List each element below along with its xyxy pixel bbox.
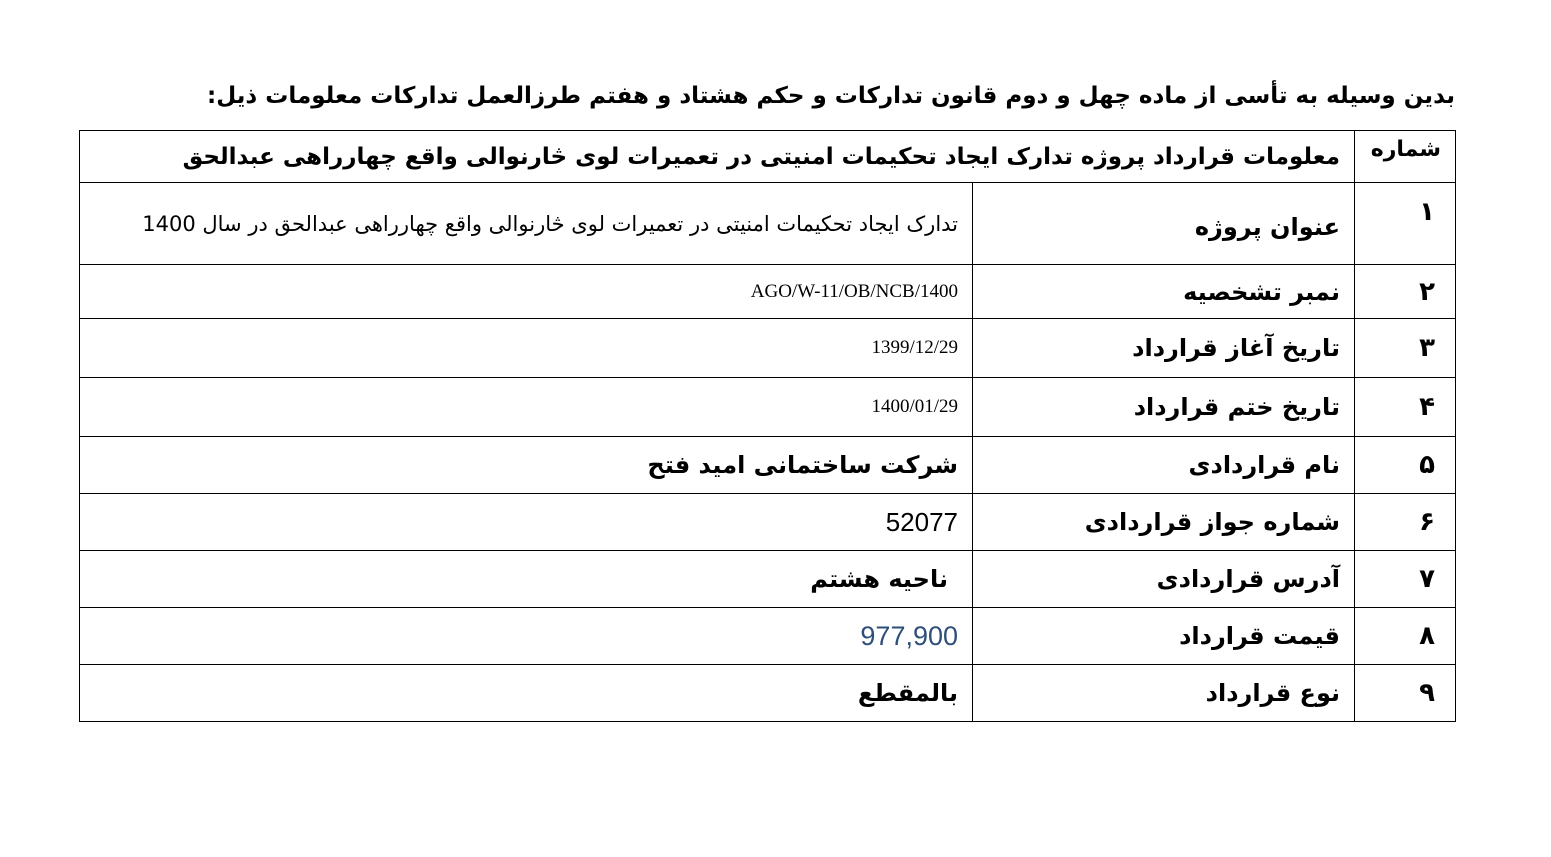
table-row <box>80 665 1456 722</box>
row-number: ۴ <box>1355 378 1456 437</box>
table-row <box>80 319 1456 378</box>
contract-info-table <box>79 130 1456 722</box>
table-row <box>80 608 1456 665</box>
row-number: ۵ <box>1355 437 1456 494</box>
row-value: 52077 <box>80 494 973 551</box>
row-label: آدرس قراردادی <box>973 551 1355 608</box>
row-label: نوع قرارداد <box>973 665 1355 722</box>
table-row <box>80 494 1456 551</box>
row-value: شرکت ساختمانی امید فتح <box>80 437 973 494</box>
row-number: ۲ <box>1355 265 1456 319</box>
row-label: نمبر تشخصیه <box>973 265 1355 319</box>
row-value: AGO/W-11/OB/NCB/1400 <box>80 265 973 319</box>
row-value: تدارک ایجاد تحکیمات امنیتی در تعمیرات لوی څارنوالی واقع چهارراهی عبدالحق در سال 1400 <box>80 183 973 265</box>
row-number: ۹ <box>1355 665 1456 722</box>
table-row <box>80 551 1456 608</box>
row-number: ۶ <box>1355 494 1456 551</box>
row-number: ۱ <box>1355 183 1456 265</box>
row-value: 1400/01/29 <box>80 378 973 437</box>
row-number: ۳ <box>1355 319 1456 378</box>
row-label: تاریخ آغاز قرارداد <box>973 319 1355 378</box>
header-number: شماره <box>1355 131 1456 183</box>
table-header-row <box>80 131 1456 183</box>
table-row <box>80 437 1456 494</box>
row-label: شماره جواز قراردادی <box>973 494 1355 551</box>
table-row <box>80 183 1456 265</box>
header-title: معلومات قرارداد پروژه تدارک ایجاد تحکیمات امنیتی در تعمیرات لوی څارنوالی واقع چهارراهی عبدالحق <box>80 131 1355 183</box>
table-row <box>80 378 1456 437</box>
intro-paragraph: بدین وسیله به تأسی از ماده چهل و دوم قانون تدارکات و حکم هشتاد و هفتم طرزالعمل تدارکات معلومات ذیل: <box>207 83 1455 109</box>
row-value: 1399/12/29 <box>80 319 973 378</box>
table-row <box>80 265 1456 319</box>
row-label: قیمت قرارداد <box>973 608 1355 665</box>
row-value: بالمقطع <box>80 665 973 722</box>
row-value: ناحیه هشتم <box>80 551 973 608</box>
row-number: ۸ <box>1355 608 1456 665</box>
row-number: ۷ <box>1355 551 1456 608</box>
row-label: تاریخ ختم قرارداد <box>973 378 1355 437</box>
row-label: عنوان پروژه <box>973 183 1355 265</box>
contract-price-value: 977,900 <box>80 608 973 665</box>
row-label: نام قراردادی <box>973 437 1355 494</box>
